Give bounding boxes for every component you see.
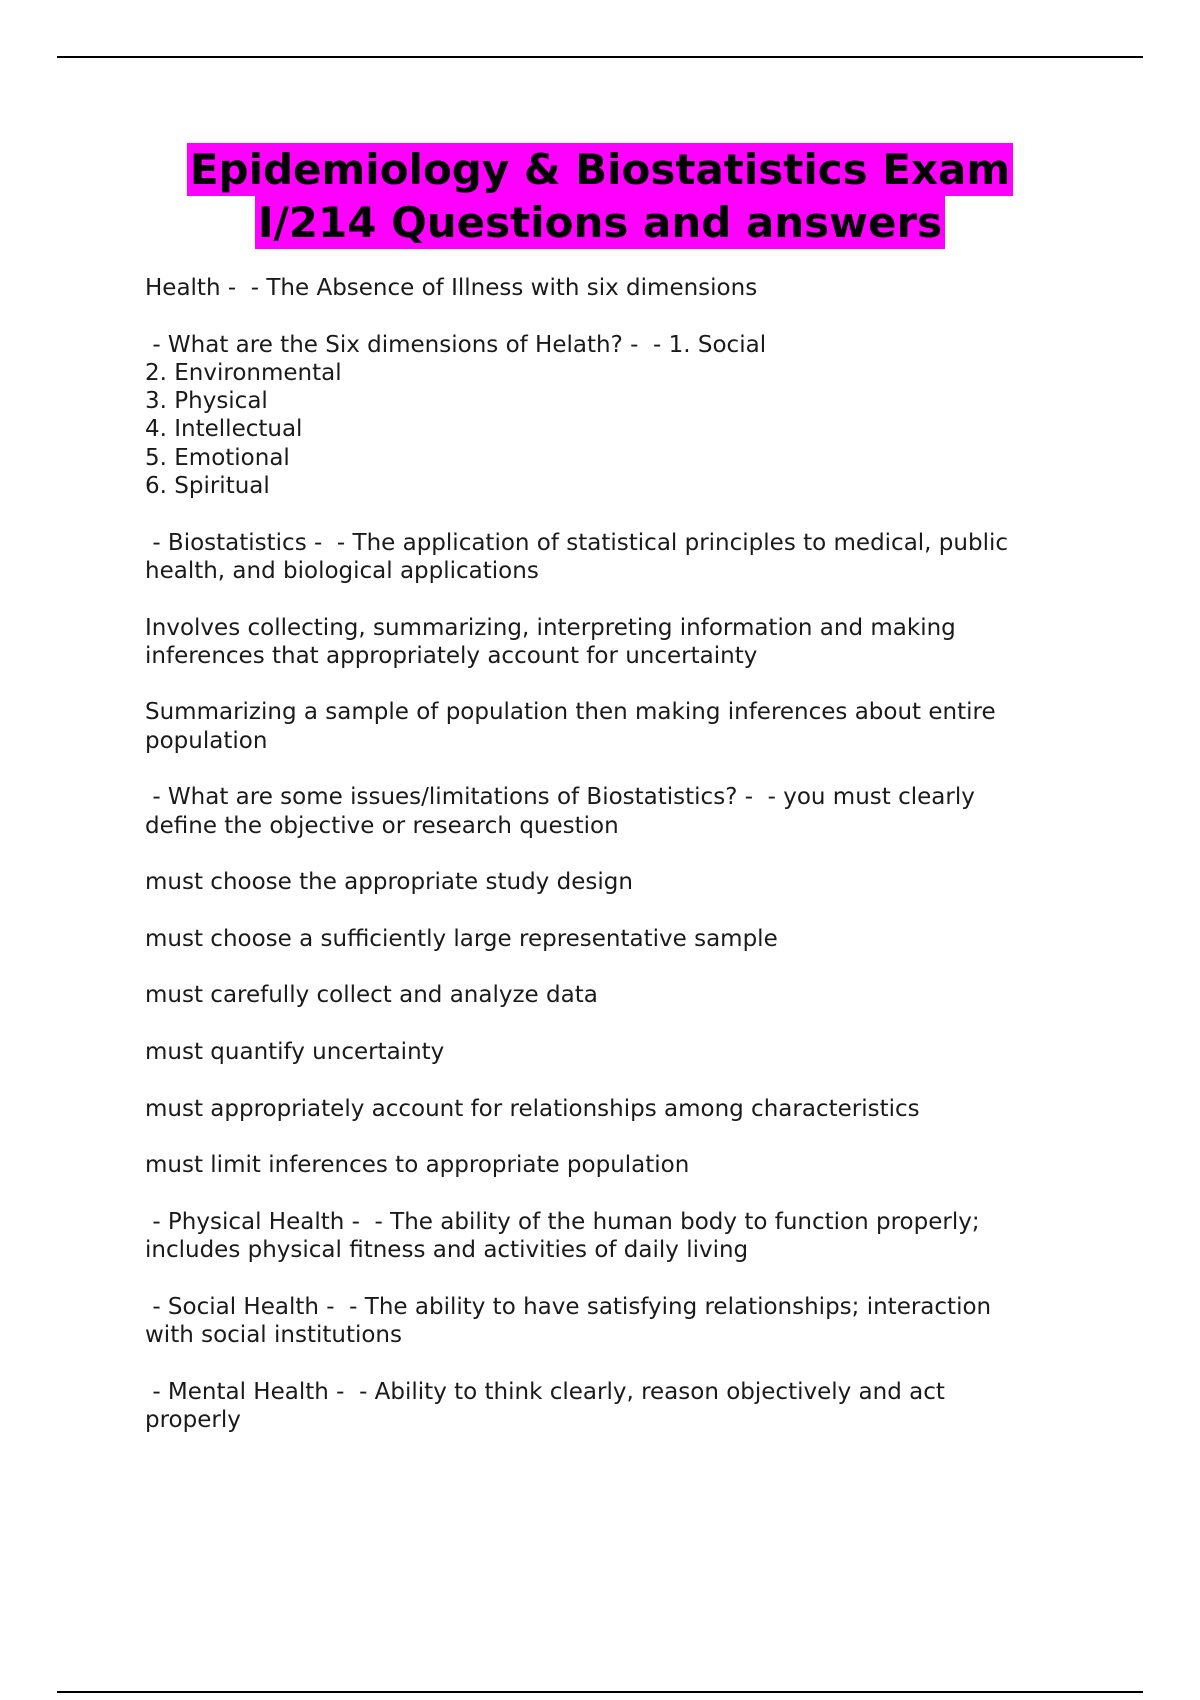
paragraph-sample: must choose a sufficiently large representative sample	[145, 925, 778, 952]
paragraph-limit-inferences: must limit inferences to appropriate population	[145, 1152, 690, 1179]
paragraph-biostatistics: - Biostatistics - - The application of statistical principles to medical, public health, and biological applications	[145, 529, 1009, 584]
document-body	[145, 274, 1060, 1462]
page-top-rule	[57, 56, 1143, 58]
paragraph-study-design: must choose the appropriate study design	[145, 869, 633, 896]
paragraph-health: Health - - The Absence of Illness with six dimensions	[145, 275, 758, 301]
paragraph-involves: Involves collecting, summarizing, interpreting information and making inferences that appropriately account for uncertainty	[145, 614, 956, 669]
paragraph-relationships: must appropriately account for relationships among characteristics	[145, 1095, 920, 1122]
paragraph-summarizing: Summarizing a sample of population then making inferences about entire population	[145, 699, 996, 754]
paragraph-mental-health: - Mental Health - - Ability to think clearly, reason objectively and act properly	[145, 1378, 945, 1433]
paragraph-issues: - What are some issues/limitations of Biostatistics? - - you must clearly define the objective or research question	[145, 784, 975, 839]
paragraph-six-dimensions: - What are the Six dimensions of Helath? - - 1. Social 2. Environmental 3. Physical 4. Intellectual 5. Emotional 6. Spiritual	[145, 331, 767, 500]
paragraph-uncertainty: must quantify uncertainty	[145, 1039, 445, 1066]
paragraph-collect-data: must carefully collect and analyze data	[145, 982, 598, 1009]
title-line-2: I/214 Questions and answers	[255, 196, 945, 249]
page-bottom-rule	[57, 1691, 1143, 1693]
document-title	[0, 143, 1200, 249]
title-line-1: Epidemiology & Biostatistics Exam	[187, 143, 1013, 196]
paragraph-physical-health: - Physical Health - - The ability of the human body to function properly; includes physical fitness and activities of daily living	[145, 1208, 980, 1264]
paragraph-social-health: - Social Health - - The ability to have satisfying relationships; interaction with social institutions	[145, 1293, 992, 1348]
